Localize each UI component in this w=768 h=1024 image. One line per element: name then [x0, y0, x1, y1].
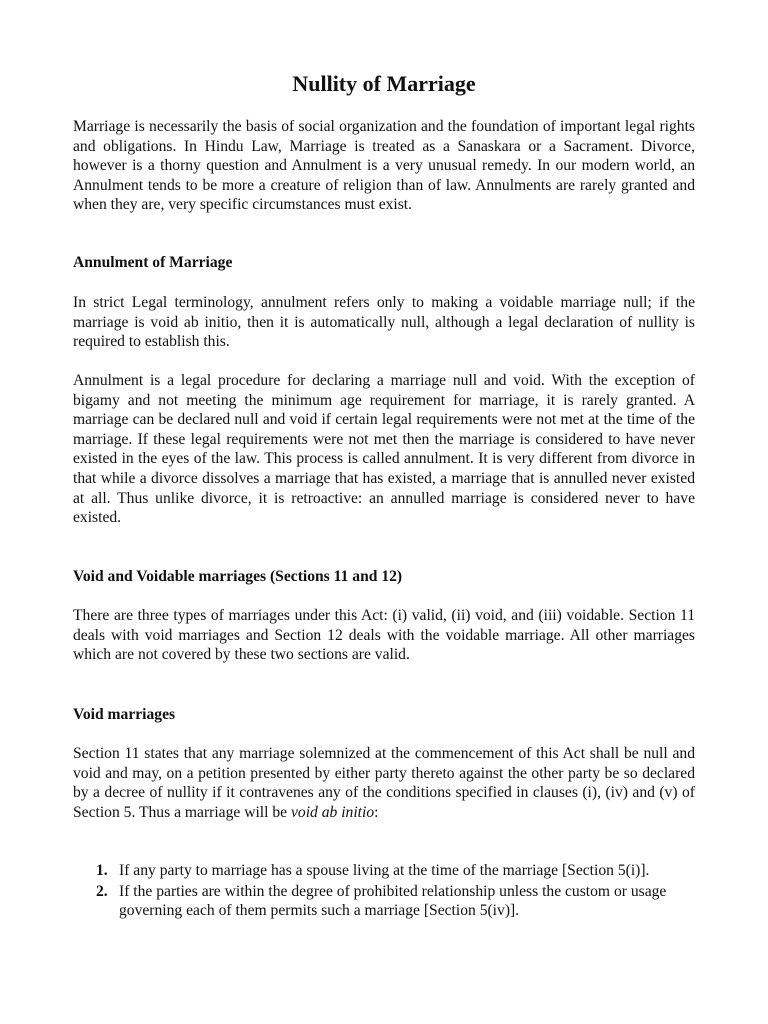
heading-void-marriages: Void marriages — [73, 706, 176, 723]
list-item — [73, 882, 695, 921]
list-item-number: 2. — [96, 882, 108, 900]
list-item-number: 1. — [96, 862, 108, 879]
annulment-paragraph-2: Annulment is a legal procedure for declaring a marriage null and void. With the exception of bigamy and not meeting the minimum age requirement for marriage, it is rarely granted. A marriage can be declared null and void if certain legal requirements were not met at the time of the marriage. If these legal requirements were not met then the marriage is considered to have never existed in the eyes of the law. This process is called annulment. It is very different from divorce in that while a divorce dissolves a marriage that has existed, a marriage that is annulled never existed at all. Thus unlike divorce, it is retroactive: an annulled marriage is considered never to have existed. — [73, 372, 695, 527]
heading-void-and-voidable: Void and Voidable marriages (Sections 11 and 12) — [73, 568, 403, 585]
void-marriages-paragraph-text: Section 11 states that any marriage solemnized at the commencement of this Act shall be null and void and may, on a petition presented by either party thereto against the other party be so declared by a decree of nullity if it contravenes any of the conditions specified in clauses (i), (iv) and (v) of Section 5. Thus a marriage will be — [73, 745, 695, 821]
page-title: Nullity of Marriage — [292, 71, 476, 96]
heading-annulment-of-marriage: Annulment of Marriage — [73, 254, 233, 271]
list-item-text: If the parties are within the degree of prohibited relationship unless the custom or usage governing each of them permits such a marriage [Section 5(iv)]. — [119, 882, 667, 920]
void-marriages-paragraph — [73, 744, 695, 822]
void-conditions-list — [73, 861, 695, 922]
list-item-text: If any party to marriage has a spouse living at the time of the marriage [Section 5(i)]. — [119, 862, 650, 879]
void-marriages-paragraph-end: : — [374, 803, 379, 821]
list-item — [73, 861, 695, 881]
void-ab-initio-term: void ab initio — [290, 803, 375, 821]
void-voidable-paragraph: There are three types of marriages under this Act: (i) valid, (ii) void, and (iii) voidable. Section 11 deals with void marriages and Section 12 deals with the voidable marriage. All other marriages which are not covered by these two sections are valid. — [73, 607, 695, 664]
annulment-paragraph-1: In strict Legal terminology, annulment refers only to making a voidable marriage null; if the marriage is void ab initio, then it is automatically null, although a legal declaration of nullity is required to establish this. — [73, 294, 695, 351]
intro-paragraph: Marriage is necessarily the basis of social organization and the foundation of important legal rights and obligations. In Hindu Law, Marriage is treated as a Sanaskara or a Sacrament. Divorce, however is a thorny question and Annulment is a very unusual remedy. In our modern world, an Annulment tends to be more a creature of religion than of law. Annulments are rarely granted and when they are, very specific circumstances must exist. — [73, 118, 695, 214]
